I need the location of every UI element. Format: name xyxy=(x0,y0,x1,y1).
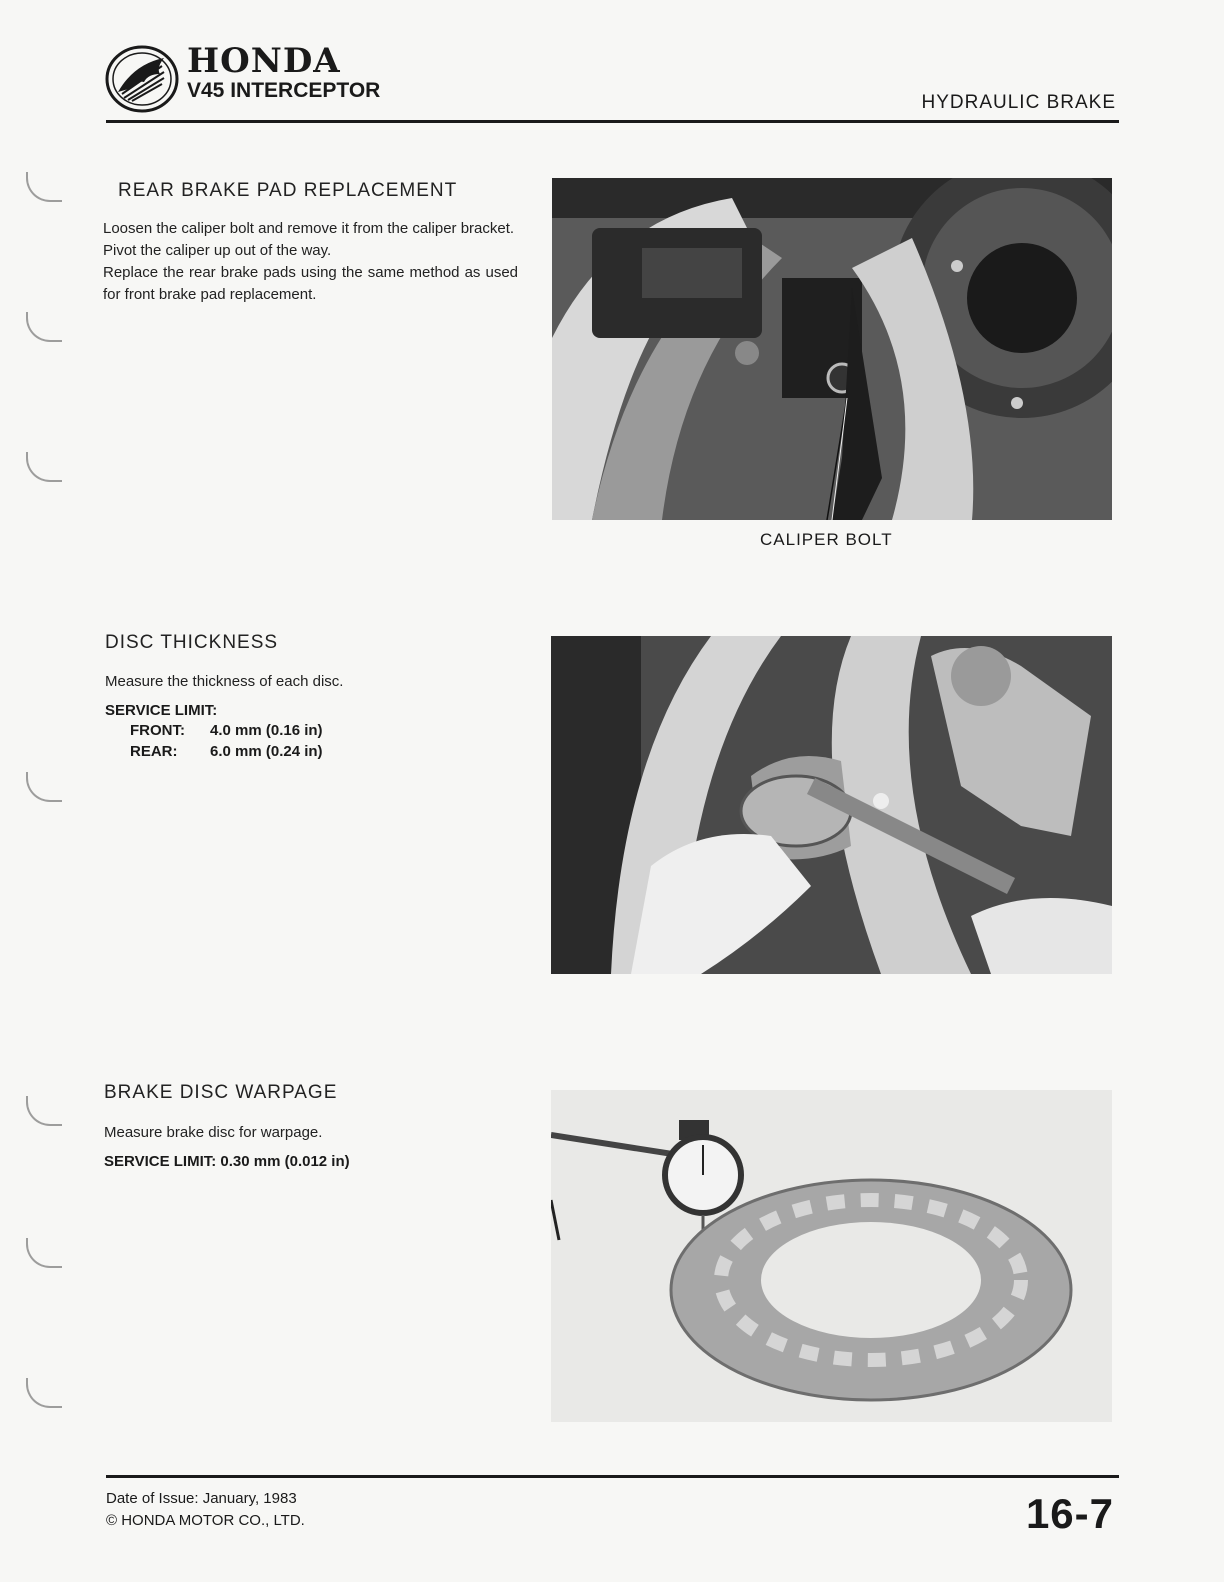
caliper-photo xyxy=(552,178,1112,520)
issue-date: Date of Issue: January, 1983 xyxy=(106,1490,297,1507)
chapter-title: HYDRAULIC BRAKE xyxy=(921,92,1116,113)
instruction-step: Replace the rear brake pads using the same method as used for front brake pad replacement. xyxy=(103,264,518,303)
caliper-bolt-caption: CALIPER BOLT xyxy=(760,530,893,549)
binder-mark xyxy=(26,1096,62,1126)
limit-value: 6.0 mm (0.24 in) xyxy=(210,743,323,760)
service-limit-warpage: SERVICE LIMIT: 0.30 mm (0.012 in) xyxy=(104,1153,350,1170)
instruction-step: Pivot the caliper up out of the way. xyxy=(103,242,332,259)
binder-mark xyxy=(26,312,62,342)
limit-key: FRONT: xyxy=(130,722,185,739)
binder-mark xyxy=(26,772,62,802)
dial-indicator-photo xyxy=(551,1090,1112,1422)
copyright: © HONDA MOTOR CO., LTD. xyxy=(106,1512,305,1529)
binder-mark xyxy=(26,1238,62,1268)
header-rule xyxy=(106,120,1119,123)
limit-value: 4.0 mm (0.16 in) xyxy=(210,722,323,739)
brand-name: HONDA xyxy=(187,41,341,81)
disc-thickness-instruction: Measure the thickness of each disc. xyxy=(105,673,344,690)
service-limit-rear xyxy=(130,743,323,760)
service-limit-label: SERVICE LIMIT: xyxy=(105,702,218,719)
rear-pad-instructions xyxy=(103,218,518,306)
section-title-rear-brake-pad: REAR BRAKE PAD REPLACEMENT xyxy=(118,180,458,201)
section-title-brake-disc-warpage: BRAKE DISC WARPAGE xyxy=(104,1082,338,1103)
footer-rule xyxy=(106,1475,1119,1478)
instruction-step: Loosen the caliper bolt and remove it from the caliper bracket. xyxy=(103,220,515,237)
honda-wing-icon xyxy=(104,44,180,114)
service-limit-front xyxy=(130,722,323,739)
micrometer-photo xyxy=(551,636,1112,974)
binder-mark xyxy=(26,172,62,202)
binder-mark xyxy=(26,1378,62,1408)
section-title-disc-thickness: DISC THICKNESS xyxy=(105,632,279,653)
limit-key: REAR: xyxy=(130,743,178,760)
model-name: V45 INTERCEPTOR xyxy=(187,79,381,102)
page-number: 16-7 xyxy=(1025,1490,1114,1537)
binder-mark xyxy=(26,452,62,482)
warpage-instruction: Measure brake disc for warpage. xyxy=(104,1124,323,1141)
